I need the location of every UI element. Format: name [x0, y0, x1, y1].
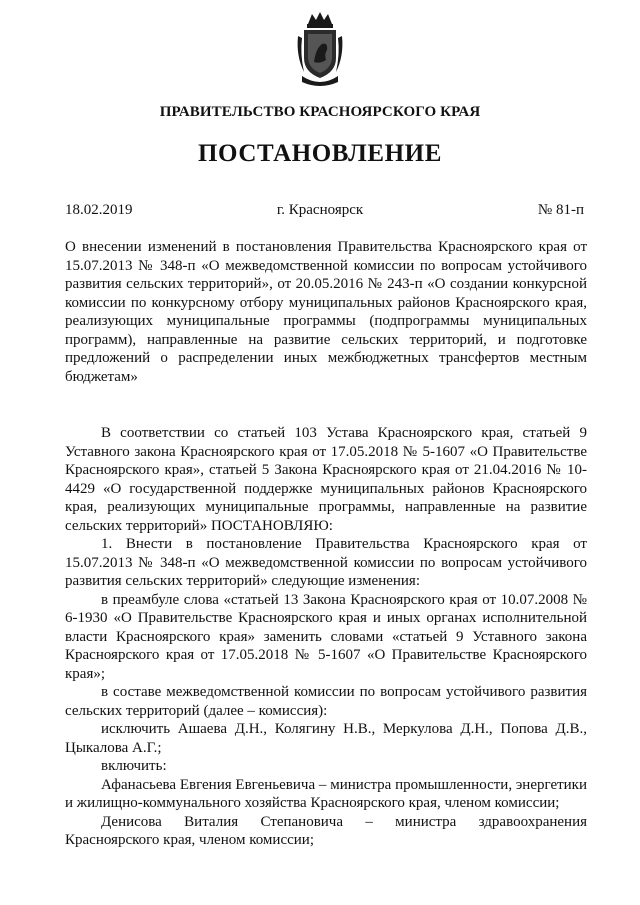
body-paragraph: В соответствии со статьей 103 Устава Красноярского края, статьей 9 Уставного закона Красноярского края от 17.05.2018 № 5-1607 «О Правительстве Красноярского края», статьей 5 Закона Красноярского края от 21.04.2016 № 10-4429 «О государственной поддержке муниципальных районов Красноярского края, реализующих муниципальные программы, направленные на развитие сельских территорий» ПОСТАНОВЛЯЮ: [65, 425, 587, 534]
body-paragraph: 1. Внести в постановление Правительства Красноярского края от 15.07.2013 № 348-п «О межведомственной комиссии по вопросам устойчивого развития сельских территорий» следующие изменения: [65, 536, 587, 589]
body-paragraph: исключить Ашаева Д.Н., Колягину Н.В., Меркулова Д.Н., Попова Д.В., Цыкалова А.Г.; [65, 721, 587, 756]
coat-of-arms-icon [294, 10, 346, 88]
body-paragraph: в преамбуле слова «статьей 13 Закона Красноярского края от 10.07.2008 № 6-1930 «О Правительстве Красноярского края и иных органах исполнительной власти Красноярского края» заменить словами «статьей 9 Уставного закона Красноярского края от 17.05.2018 № 5-1607 «О Правительстве Красноярского края»; [65, 591, 587, 682]
document-date: 18.02.2019 [65, 202, 133, 218]
document-city: г. Красноярск [276, 202, 364, 218]
document-number: № 81-п [537, 202, 584, 218]
body-paragraph: включить: [101, 758, 167, 774]
government-name: ПРАВИТЕЛЬСТВО КРАСНОЯРСКОГО КРАЯ [159, 104, 481, 120]
document-subject: О внесении изменений в постановления Правительства Красноярского края от 15.07.2013 № 348-п «О межведомственной комиссии по вопросам устойчивого развития сельских территорий», от 20.05.2016 № 243-п «О создании конкурсной комиссии по конкурсному отбору муниципальных районов Красноярского края, реализующих муниципальные программы (подпрограммы муниципальных программ), направленные на развитие сельских территорий, и подготовке предложений о распределении иных межбюджетных трансфертов местным бюджетам» [65, 239, 587, 385]
document-body [65, 424, 587, 850]
body-paragraph: Афанасьева Евгения Евгеньевича – министра промышленности, энергетики и жилищно-коммунального хозяйства Красноярского края, членом комиссии; [65, 776, 587, 811]
body-paragraph: Денисова Виталия Степановича – министра здравоохранения Красноярского края, членом комиссии; [65, 813, 587, 848]
body-paragraph: в составе межведомственной комиссии по вопросам устойчивого развития сельских территорий (далее – комиссия): [65, 684, 587, 719]
document-title: ПОСТАНОВЛЕНИЕ [197, 140, 443, 167]
